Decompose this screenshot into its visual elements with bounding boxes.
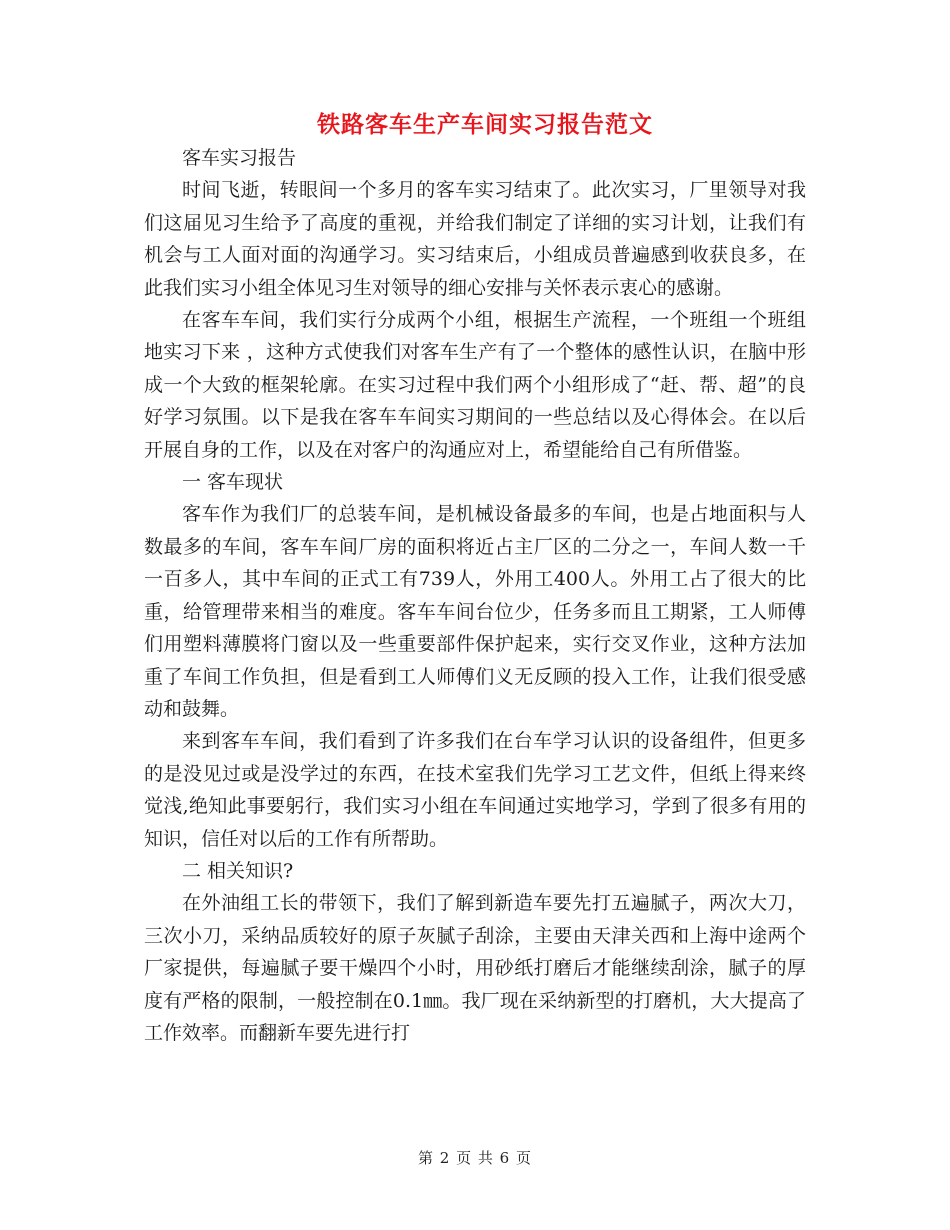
section-heading-knowledge: 二 相关知识? — [182, 859, 294, 882]
document-page — [144, 108, 806, 1049]
page-number-footer: 第 2 页 共 6 页 — [418, 1149, 532, 1167]
paragraph-knowledge-1: 在外油组工长的带领下，我们了解到新造车要先打五遍腻子，两次大刀，三次小刀，采纳品质较好的原子灰腻子刮涂，主要由天津关西和上海中途两个厂家提供，每遍腻子要干燥四个小时，用砂纸打磨后才能继续刮涂，腻子的厚度有严格的限制，一般控制在0.1㎜。我厂现在采纳新型的打磨机，大大提高了工作效率。而翻新车要先进行打 — [144, 892, 806, 1044]
paragraph-status-1: 客车作为我们厂的总装车间，是机械设备最多的车间，也是占地面积与人数最多的车间，客车车间厂房的面积将近占主厂区的二分之一，车间人数一千一百多人，其中车间的正式工有739人，外用工400人。外用工占了很大的比重，给管理带来相当的难度。客车车间台位少，任务多而且工期紧，工人师傅们用塑料薄膜将门窗以及一些重要部件保护起来，实行交叉作业，这种方法加重了车间工作负担，但是看到工人师傅们义无反顾的投入工作，让我们很受感动和鼓舞。 — [144, 503, 806, 720]
paragraph-intro-1: 时间飞逝，转眼间一个多月的客车实习结束了。此次实习，厂里领导对我们这届见习生给予了高度的重视，并给我们制定了详细的实习计划，让我们有机会与工人面对面的沟通学习。实习结束后，小组成员普遍感到收获良多，在此我们实习小组全体见习生对领导的细心安排与关怀表示衷心的感谢。 — [144, 179, 806, 299]
document-subtitle: 客车实习报告 — [182, 147, 297, 169]
paragraph-intro-2: 在客车车间，我们实行分成两个小组，根据生产流程，一个班组一个班组地实习下来 ，这种方式使我们对客车生产有了一个整体的感性认识，在脑中形成一个大致的框架轮廓。在实习过程中我们两个小组形成了“赶、帮、超”的良好学习氛围。以下是我在客车车间实习期间的一些总结以及心得体会。在以后开展自身的工作，以及在对客户的沟通应对上，希望能给自己有所借鉴。 — [144, 309, 806, 461]
section-heading-status: 一 客车现状 — [182, 471, 284, 494]
document-title: 铁路客车生产车间实习报告范文 — [317, 111, 653, 138]
paragraph-status-2: 来到客车车间，我们看到了许多我们在台车学习认识的设备组件，但更多的是没见过或是没学过的东西，在技术室我们先学习工艺文件，但纸上得来终觉浅,绝知此事要躬行，我们实习小组在车间通过实地学习，学到了很多有用的知识，信任对以后的工作有所帮助。 — [144, 730, 806, 850]
